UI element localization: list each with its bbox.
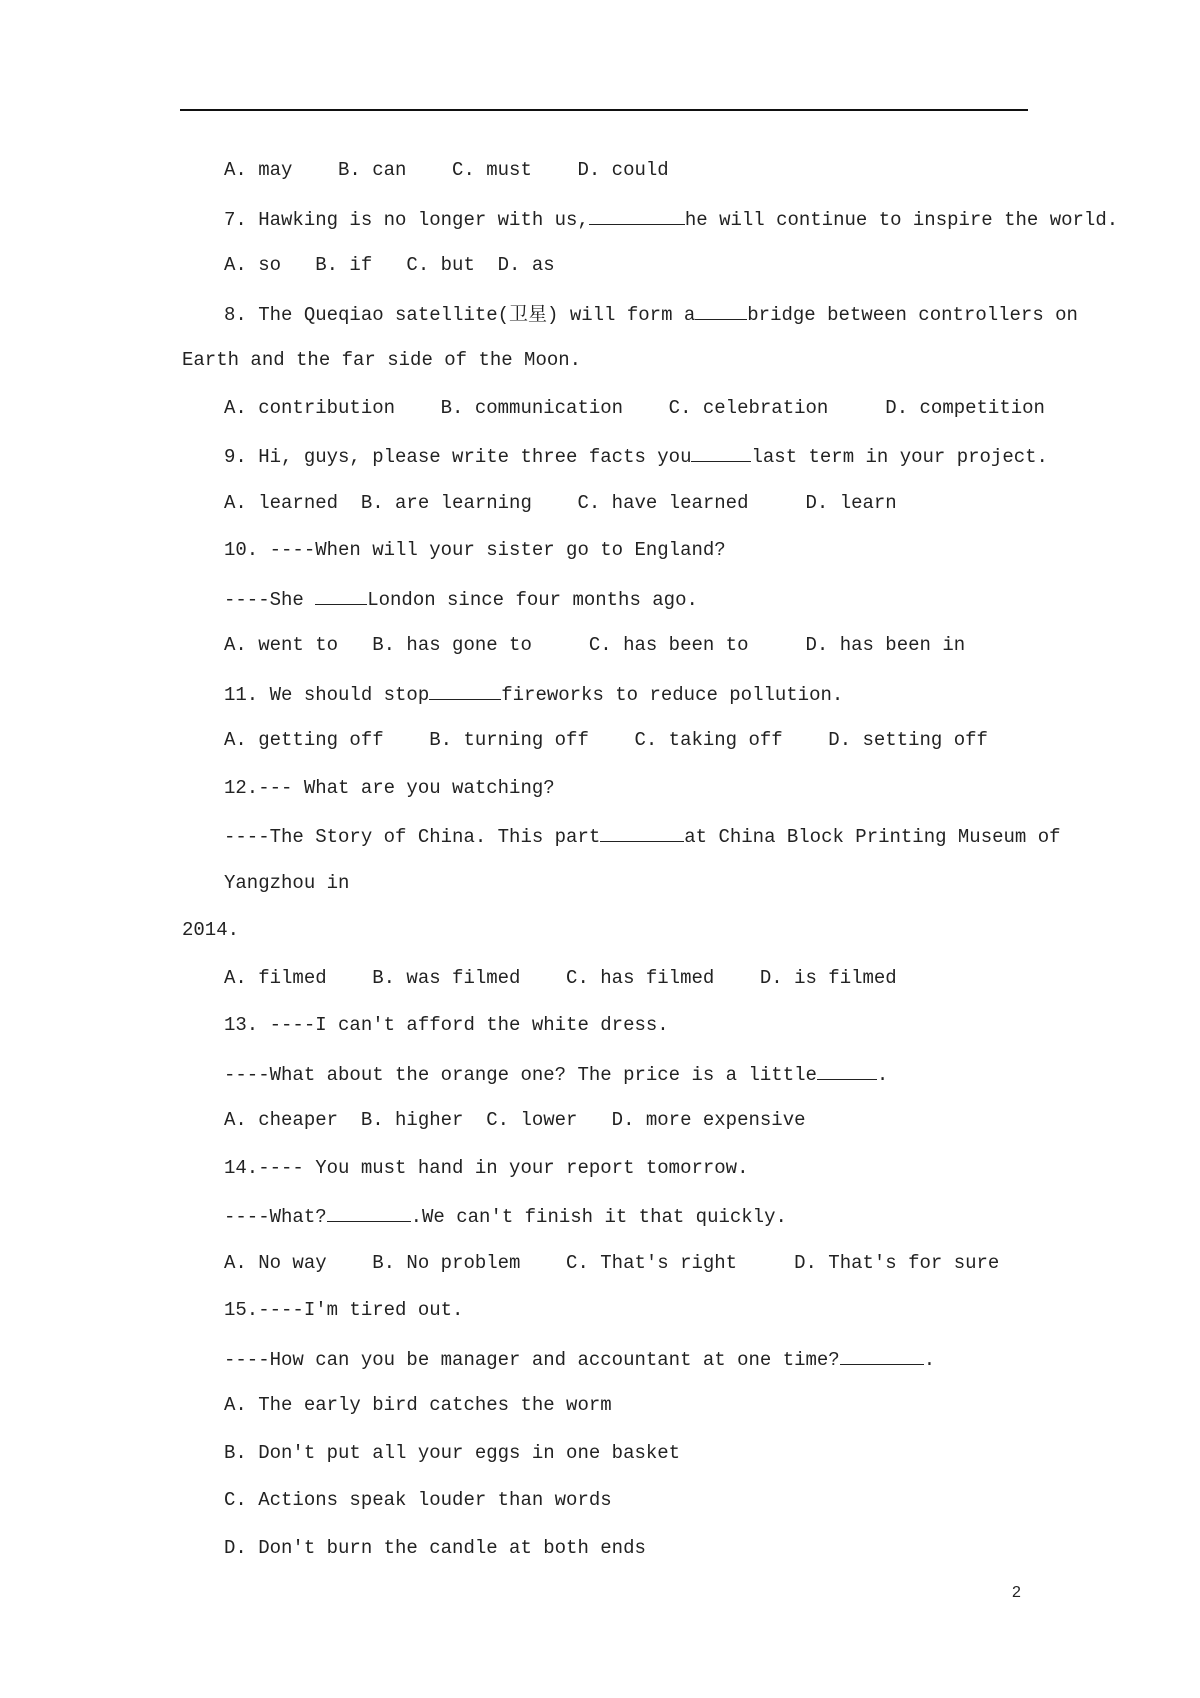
q12-answer-continued: Yangzhou in [224,872,350,894]
header-rule [180,109,1028,111]
q15-answer-end: . [923,1349,936,1371]
q8-blank[interactable] [695,301,747,320]
q12-stem: 12.--- What are you watching? [224,777,555,799]
q13-answer-end: . [876,1064,889,1086]
q8-stem-end: bridge between controllers on [747,304,1078,326]
q12-answer-start: ----The Story of China. This part [224,826,601,848]
q15-answer-start: ----How can you be manager and accountant at one time? [224,1349,840,1371]
q15-option-d: D. Don't burn the candle at both ends [224,1537,646,1559]
q13-answer-start: ----What about the orange one? The price is a little [224,1064,817,1086]
q12-options: A. filmed B. was filmed C. has filmed D. is filmed [224,967,897,989]
q15-stem: 15.----I'm tired out. [224,1299,464,1321]
q12-answer-year: 2014. [182,919,240,941]
q9-stem [224,443,1048,469]
q10-answer-start: ----She [224,589,316,611]
q14-options: A. No way B. No problem C. That's right D. That's for sure [224,1252,1000,1274]
q7-stem-start: 7. Hawking is no longer with us, [224,209,589,231]
q6-options: A. may B. can C. must D. could [224,159,669,181]
q10-blank[interactable] [315,586,367,605]
q15-option-c: C. Actions speak louder than words [224,1489,612,1511]
q8-stem [224,301,1078,327]
q13-answer-line [224,1061,888,1087]
q9-stem-end: last term in your project. [751,446,1048,468]
q8-options: A. contribution B. communication C. celebration D. competition [224,397,1045,419]
q12-answer-line [224,823,1061,849]
q13-options: A. cheaper B. higher C. lower D. more expensive [224,1109,806,1131]
q14-blank[interactable] [327,1203,411,1222]
q11-blank[interactable] [429,681,501,700]
q7-options: A. so B. if C. but D. as [224,254,555,276]
q11-stem [224,681,843,707]
q13-blank[interactable] [817,1061,877,1080]
q11-stem-start: 11. We should stop [224,684,430,706]
q15-blank[interactable] [840,1346,924,1365]
q12-blank[interactable] [600,823,684,842]
q14-stem: 14.---- You must hand in your report tomorrow. [224,1157,749,1179]
q8-stem-continued: Earth and the far side of the Moon. [182,349,582,371]
q15-answer-line [224,1346,935,1372]
q7-stem [224,206,1118,232]
q10-stem: 10. ----When will your sister go to England? [224,539,726,561]
page-number: 2 [1012,1584,1021,1601]
q15-option-a: A. The early bird catches the worm [224,1394,612,1416]
q11-options: A. getting off B. turning off C. taking off D. setting off [224,729,988,751]
q9-options: A. learned B. are learning C. have learned D. learn [224,492,897,514]
q9-stem-start: 9. Hi, guys, please write three facts you [224,446,692,468]
q11-stem-end: fireworks to reduce pollution. [501,684,844,706]
q10-answer-end: London since four months ago. [367,589,698,611]
q7-blank[interactable] [589,206,685,225]
q8-stem-start: 8. The Queqiao satellite(卫星) will form a [224,304,696,326]
q10-options: A. went to B. has gone to C. has been to D. has been in [224,634,966,656]
q14-answer-start: ----What? [224,1206,327,1228]
q14-answer-line [224,1203,787,1229]
q12-answer-end: at China Block Printing Museum of [684,826,1061,848]
q7-stem-end: he will continue to inspire the world. [684,209,1119,231]
q14-answer-end: .We can't finish it that quickly. [410,1206,787,1228]
q15-option-b: B. Don't put all your eggs in one basket [224,1442,681,1464]
q9-blank[interactable] [691,443,751,462]
q10-answer-line [224,586,698,612]
q13-stem: 13. ----I can't afford the white dress. [224,1014,669,1036]
